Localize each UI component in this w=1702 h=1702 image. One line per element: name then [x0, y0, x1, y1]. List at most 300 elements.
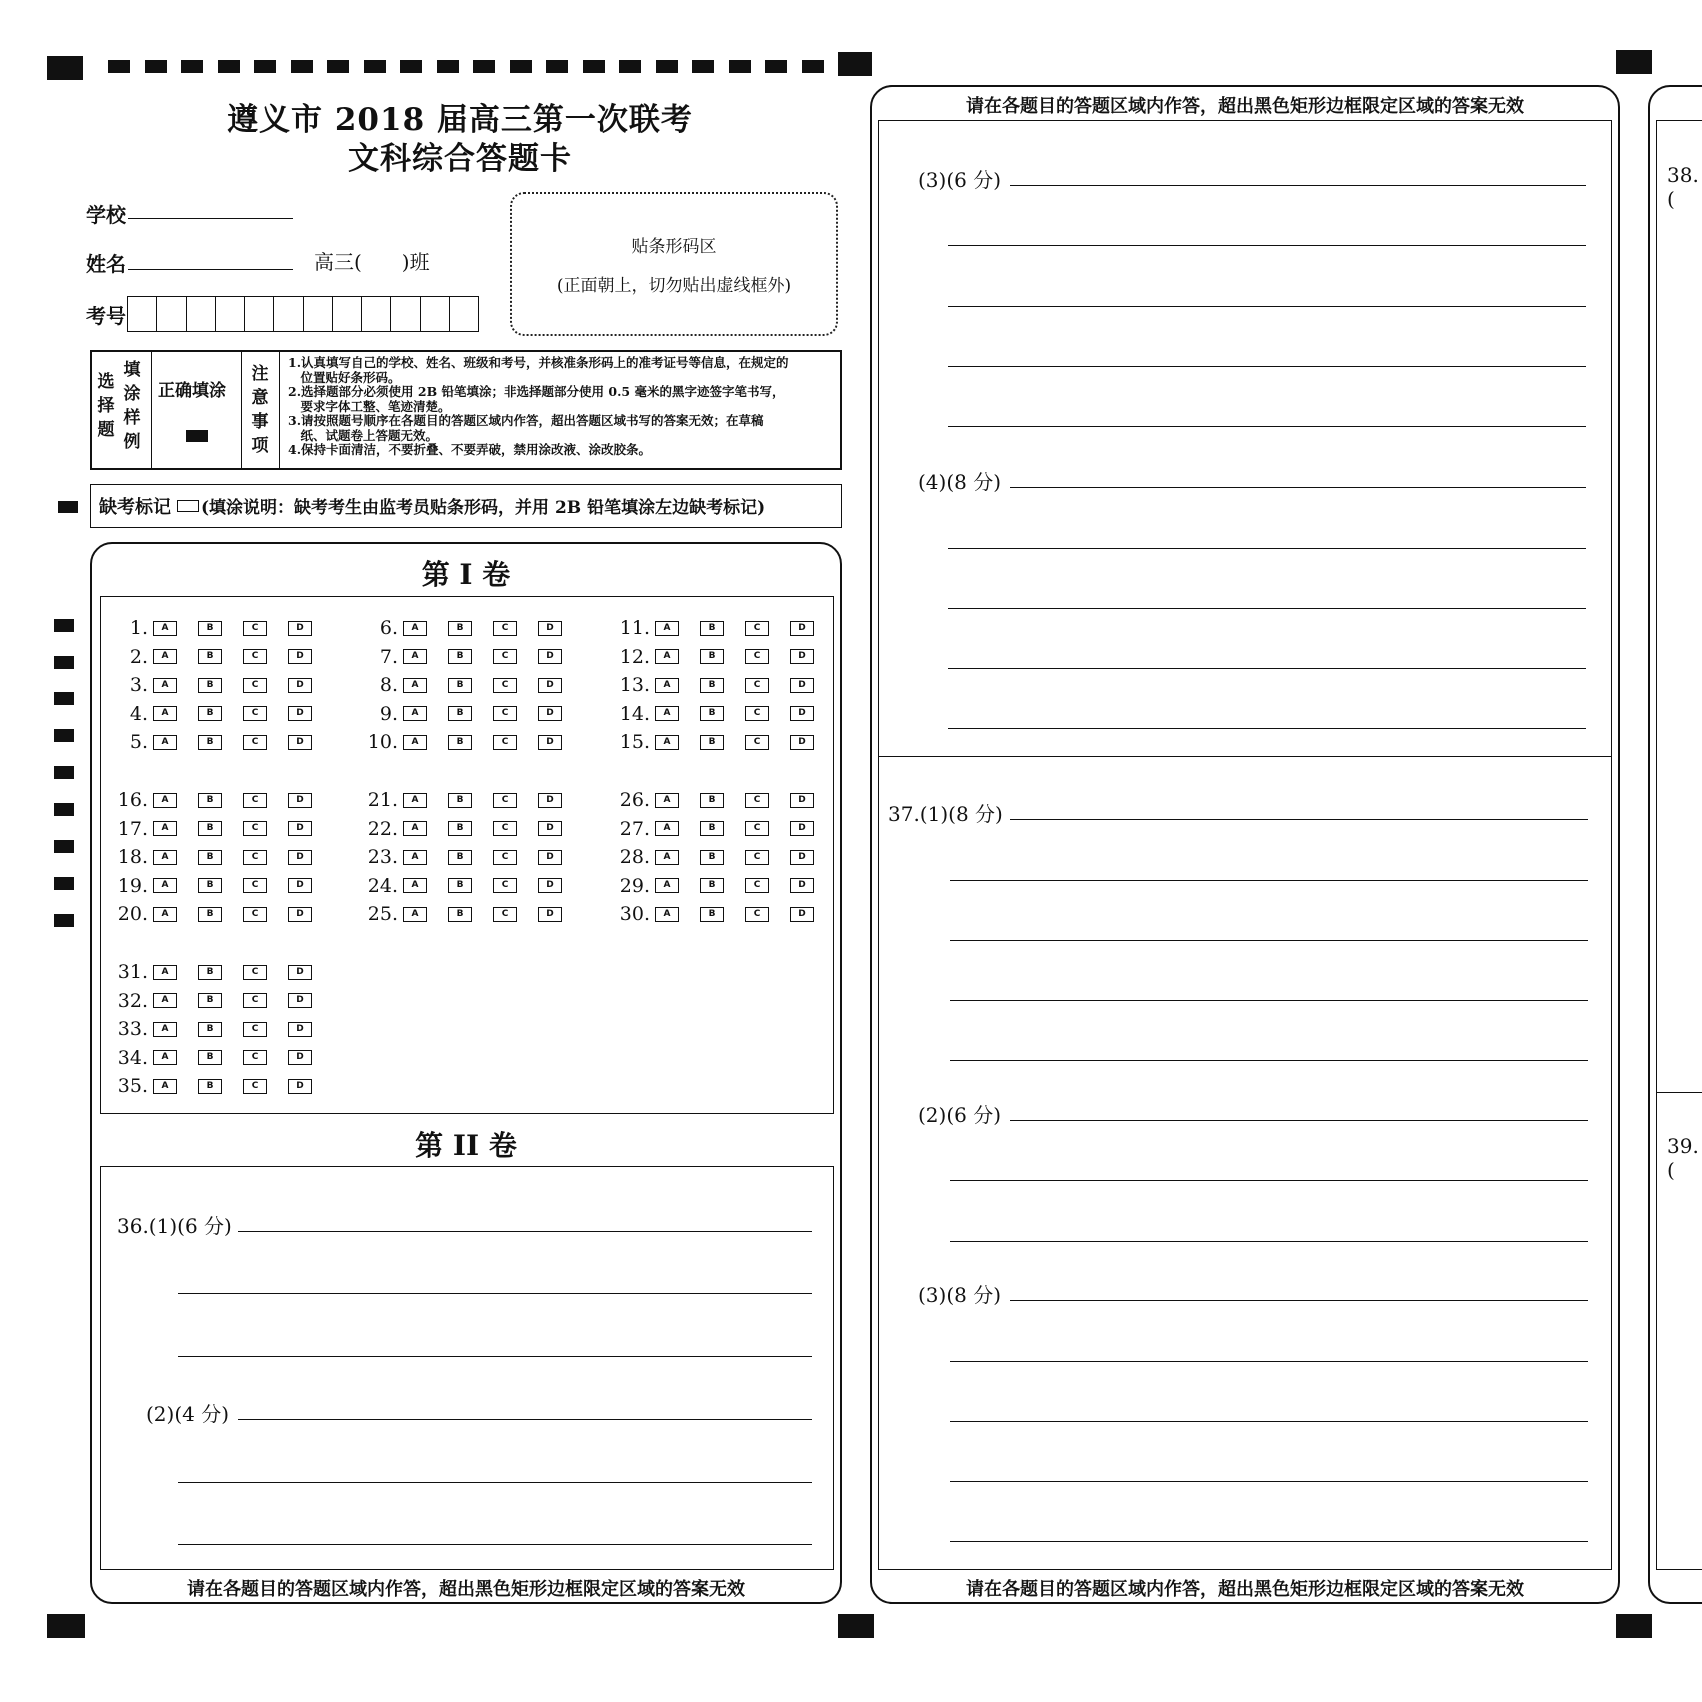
question-number: 8. [379, 674, 398, 696]
timing-side-mark [54, 766, 74, 779]
option-bubble-a[interactable]: A [403, 907, 427, 922]
option-bubble-a[interactable]: A [655, 678, 679, 693]
option-bubble-c[interactable]: C [243, 649, 267, 664]
choice-row [612, 847, 835, 867]
choice-row [360, 732, 583, 752]
option-bubble-c[interactable]: C [493, 878, 517, 893]
choice-row [110, 1048, 333, 1068]
option-bubble-d[interactable]: D [288, 850, 312, 865]
option-bubble-c[interactable]: C [493, 850, 517, 865]
option-bubble-b[interactable]: B [198, 850, 222, 865]
option-bubble-a[interactable]: A [153, 1050, 177, 1065]
choice-row [110, 704, 333, 724]
choice-row [360, 819, 583, 839]
option-bubble-d[interactable]: D [538, 878, 562, 893]
choice-row [110, 790, 333, 810]
question-number: 33. [117, 1018, 148, 1040]
choice-row [612, 675, 835, 695]
option-bubble-d[interactable]: D [538, 793, 562, 808]
answer-line[interactable] [238, 1419, 812, 1420]
option-bubble-b[interactable]: B [700, 878, 724, 893]
choice-row [110, 675, 333, 695]
option-bubble-c[interactable]: C [493, 793, 517, 808]
option-bubble-d[interactable]: D [288, 965, 312, 980]
option-bubble-c[interactable]: C [243, 735, 267, 750]
answer-line[interactable] [950, 1361, 1588, 1362]
option-bubble-c[interactable]: C [243, 793, 267, 808]
answer-line[interactable] [948, 306, 1586, 307]
option-bubble-a[interactable]: A [153, 1079, 177, 1094]
option-bubble-b[interactable]: B [700, 821, 724, 836]
choice-row [110, 732, 333, 752]
option-bubble-c[interactable]: C [243, 678, 267, 693]
timing-dash [437, 60, 459, 73]
question-number: 13. [619, 674, 650, 696]
option-bubble-b[interactable]: B [198, 793, 222, 808]
answer-line[interactable] [948, 366, 1586, 367]
answer-line[interactable] [948, 608, 1586, 609]
choice-row [110, 847, 333, 867]
question-number: 25. [367, 903, 398, 925]
timing-dash [291, 60, 313, 73]
choice-row [360, 876, 583, 896]
q37-2-label: (2)(6 分) [918, 1103, 1002, 1127]
option-bubble-a[interactable]: A [153, 793, 177, 808]
choice-row [612, 819, 835, 839]
option-bubble-c[interactable]: C [745, 649, 769, 664]
option-bubble-b[interactable]: B [448, 821, 472, 836]
option-bubble-d[interactable]: D [288, 821, 312, 836]
choice-row [110, 647, 333, 667]
choice-row [612, 790, 835, 810]
question-number: 7. [379, 645, 398, 668]
timing-dash [327, 60, 349, 73]
question-number: 27. [619, 817, 650, 840]
option-bubble-a[interactable]: A [153, 821, 177, 836]
answer-line[interactable] [178, 1482, 812, 1483]
option-bubble-b[interactable]: B [198, 1079, 222, 1094]
option-bubble-a[interactable]: A [655, 821, 679, 836]
note-line: 3.请按照题号顺序在各题目的答题区域内作答，超出答题区域书写的答案无效；在草稿 [288, 413, 764, 428]
barcode-note: (正面朝上，切勿贴出虚线框外) [556, 276, 792, 296]
timing-dash [729, 60, 751, 73]
option-bubble-d[interactable]: D [538, 649, 562, 664]
option-bubble-c[interactable]: C [243, 878, 267, 893]
option-bubble-a[interactable]: A [655, 878, 679, 893]
timing-dash [583, 60, 605, 73]
choice-row [110, 904, 333, 924]
option-bubble-b[interactable]: B [198, 649, 222, 664]
correct-fill-sample [186, 430, 208, 442]
option-bubble-c[interactable]: C [493, 621, 517, 636]
question-number: 31. [117, 961, 148, 983]
choice-row [110, 618, 333, 638]
option-bubble-a[interactable]: A [153, 621, 177, 636]
option-bubble-b[interactable]: B [448, 878, 472, 893]
answer-line[interactable] [950, 1241, 1588, 1242]
corner-mark-bottom-mid [838, 1614, 874, 1638]
timing-dash [145, 60, 167, 73]
notes-label: 注意事项 [251, 364, 269, 456]
corner-mark-bottom-right [1616, 1614, 1652, 1638]
choice-row [360, 675, 583, 695]
choice-row [612, 876, 835, 896]
option-bubble-c[interactable]: C [745, 793, 769, 808]
choice-row [360, 618, 583, 638]
timing-side-mark [54, 729, 74, 742]
timing-side-mark [54, 877, 74, 890]
timing-side-mark [54, 914, 74, 927]
question-number: 29. [619, 874, 650, 897]
answer-line[interactable] [1010, 1120, 1588, 1121]
absent-checkbox[interactable] [177, 500, 199, 512]
option-bubble-d[interactable]: D [790, 678, 814, 693]
choice-row [612, 904, 835, 924]
option-bubble-c[interactable]: C [243, 850, 267, 865]
timing-dash [218, 60, 240, 73]
choice-row [360, 904, 583, 924]
timing-dash [546, 60, 568, 73]
answer-line[interactable] [178, 1293, 812, 1294]
option-bubble-c[interactable]: C [243, 1079, 267, 1094]
option-bubble-d[interactable]: D [790, 878, 814, 893]
question-number: 28. [619, 846, 650, 868]
absent-side-mark [58, 501, 78, 513]
timing-side-mark [54, 619, 74, 632]
choice-row [110, 1076, 333, 1096]
option-bubble-a[interactable]: A [153, 1022, 177, 1037]
answer-line[interactable] [948, 728, 1586, 729]
option-bubble-a[interactable]: A [655, 706, 679, 721]
option-bubble-d[interactable]: D [790, 907, 814, 922]
option-bubble-a[interactable]: A [403, 678, 427, 693]
q36-1-label: 36.(1)(6 分) [117, 1214, 232, 1238]
fill-example-label-2: 填涂样例 [123, 360, 141, 452]
option-bubble-a[interactable]: A [403, 621, 427, 636]
option-bubble-a[interactable]: A [403, 850, 427, 865]
option-bubble-d[interactable]: D [790, 850, 814, 865]
choice-row [110, 876, 333, 896]
answer-line[interactable] [948, 426, 1586, 427]
question-number: 17. [117, 817, 148, 840]
answer-line[interactable] [178, 1356, 812, 1357]
question-number: 11. [619, 617, 650, 639]
question-number: 24. [367, 874, 398, 897]
warning-middle-top: 请在各题目的答题区域内作答，超出黑色矩形边框限定区域的答案无效 [966, 96, 1524, 117]
note-line: 2.选择题部分必须使用 2B 铅笔填涂；非选择题部分使用 0.5 毫米的黑字迹签字笔书写， [288, 384, 785, 399]
option-bubble-a[interactable]: A [655, 850, 679, 865]
timing-side-mark [54, 803, 74, 816]
option-bubble-b[interactable]: B [198, 821, 222, 836]
question-number: 30. [619, 903, 650, 925]
option-bubble-d[interactable]: D [288, 1079, 312, 1094]
option-bubble-a[interactable]: A [655, 621, 679, 636]
option-bubble-b[interactable]: B [700, 793, 724, 808]
choice-row [612, 732, 835, 752]
option-bubble-d[interactable]: D [790, 821, 814, 836]
option-bubble-a[interactable]: A [153, 993, 177, 1008]
timing-dash [802, 60, 824, 73]
notes-list [288, 356, 789, 458]
timing-dash [400, 60, 422, 73]
option-bubble-c[interactable]: C [745, 907, 769, 922]
note-line: 要求字体工整、笔迹清楚。 [288, 398, 451, 414]
answer-line[interactable] [950, 880, 1588, 881]
option-bubble-b[interactable]: B [700, 907, 724, 922]
choice-row [612, 618, 835, 638]
choice-row [110, 962, 333, 982]
option-bubble-d[interactable]: D [288, 878, 312, 893]
section2-title: 第 II 卷 [415, 1129, 517, 1162]
option-bubble-b[interactable]: B [198, 907, 222, 922]
option-bubble-b[interactable]: B [448, 735, 472, 750]
option-bubble-c[interactable]: C [243, 1022, 267, 1037]
option-bubble-a[interactable]: A [153, 706, 177, 721]
option-bubble-b[interactable]: B [448, 621, 472, 636]
question-number: 19. [117, 874, 148, 897]
q36-2-label: (2)(4 分) [146, 1402, 230, 1426]
option-bubble-c[interactable]: C [493, 649, 517, 664]
q36-q37-divider [878, 756, 1612, 757]
option-bubble-d[interactable]: D [538, 907, 562, 922]
exam-no-label: 考号 [86, 304, 126, 328]
barcode-area [510, 192, 838, 336]
option-bubble-a[interactable]: A [403, 706, 427, 721]
option-bubble-b[interactable]: B [448, 907, 472, 922]
timing-dash [181, 60, 203, 73]
q39-label: 39.( [1667, 1134, 1699, 1182]
timing-dash [692, 60, 714, 73]
answer-line[interactable] [950, 1000, 1588, 1001]
option-bubble-d[interactable]: D [288, 735, 312, 750]
exam-no-boxes[interactable] [127, 296, 479, 332]
absent-mark-row [90, 484, 842, 528]
option-bubble-b[interactable]: B [198, 621, 222, 636]
option-bubble-d[interactable]: D [288, 1022, 312, 1037]
option-bubble-a[interactable]: A [403, 735, 427, 750]
warning-middle-bottom: 请在各题目的答题区域内作答，超出黑色矩形边框限定区域的答案无效 [966, 1579, 1524, 1600]
option-bubble-d[interactable]: D [790, 706, 814, 721]
option-bubble-a[interactable]: A [655, 735, 679, 750]
option-bubble-b[interactable]: B [700, 649, 724, 664]
option-bubble-c[interactable]: C [745, 735, 769, 750]
choice-row [110, 819, 333, 839]
option-bubble-c[interactable]: C [243, 621, 267, 636]
option-bubble-a[interactable]: A [403, 821, 427, 836]
q38-q39-divider [1656, 1092, 1702, 1093]
answer-line[interactable] [238, 1231, 812, 1232]
timing-dash [765, 60, 787, 73]
option-bubble-a[interactable]: A [655, 907, 679, 922]
option-bubble-b[interactable]: B [198, 735, 222, 750]
option-bubble-b[interactable]: B [198, 1050, 222, 1065]
timing-side-mark [54, 840, 74, 853]
question-number: 34. [117, 1046, 148, 1069]
question-number: 6. [379, 617, 398, 639]
question-number: 5. [129, 731, 148, 753]
option-bubble-d[interactable]: D [538, 706, 562, 721]
answer-line[interactable] [1010, 487, 1586, 488]
option-bubble-b[interactable]: B [700, 678, 724, 693]
question-number: 2. [129, 645, 148, 668]
school-label: 学校 [86, 203, 126, 227]
option-bubble-a[interactable]: A [403, 878, 427, 893]
choice-row [110, 1019, 333, 1039]
answer-line[interactable] [948, 245, 1586, 246]
option-bubble-d[interactable]: D [538, 850, 562, 865]
note-line: 纸、试题卷上答题无效。 [288, 427, 439, 443]
option-bubble-d[interactable]: D [288, 649, 312, 664]
timing-dash [254, 60, 276, 73]
timing-dash [656, 60, 678, 73]
option-bubble-c[interactable]: C [243, 907, 267, 922]
option-bubble-c[interactable]: C [745, 706, 769, 721]
option-bubble-a[interactable]: A [153, 850, 177, 865]
school-field[interactable] [128, 218, 293, 219]
question-number: 9. [379, 702, 398, 725]
option-bubble-c[interactable]: C [745, 821, 769, 836]
option-bubble-b[interactable]: B [198, 678, 222, 693]
choice-row [612, 647, 835, 667]
option-bubble-d[interactable]: D [790, 735, 814, 750]
option-bubble-c[interactable]: C [493, 821, 517, 836]
option-bubble-d[interactable]: D [790, 621, 814, 636]
option-bubble-c[interactable]: C [493, 735, 517, 750]
option-bubble-c[interactable]: C [243, 821, 267, 836]
answer-line[interactable] [950, 1060, 1588, 1061]
answer-line[interactable] [178, 1544, 812, 1545]
answer-line[interactable] [1010, 819, 1588, 820]
option-bubble-c[interactable]: C [745, 678, 769, 693]
timing-side-mark [54, 656, 74, 669]
answer-line[interactable] [950, 940, 1588, 941]
answer-line[interactable] [950, 1421, 1588, 1422]
timing-dash [108, 60, 130, 73]
choice-row [360, 647, 583, 667]
option-bubble-c[interactable]: C [493, 907, 517, 922]
option-bubble-b[interactable]: B [448, 678, 472, 693]
right-answer-area [1656, 120, 1702, 1570]
question-number: 4. [129, 702, 148, 725]
option-bubble-d[interactable]: D [538, 678, 562, 693]
option-bubble-c[interactable]: C [493, 706, 517, 721]
answer-line[interactable] [948, 668, 1586, 669]
option-bubble-c[interactable]: C [745, 878, 769, 893]
option-bubble-a[interactable]: A [153, 649, 177, 664]
question-number: 21. [367, 789, 398, 811]
option-bubble-d[interactable]: D [538, 621, 562, 636]
answer-line[interactable] [1010, 185, 1586, 186]
q36-3-label: (3)(6 分) [918, 168, 1002, 192]
question-number: 16. [117, 789, 148, 811]
answer-line[interactable] [950, 1180, 1588, 1181]
option-bubble-d[interactable]: D [538, 735, 562, 750]
timing-dash [619, 60, 641, 73]
option-bubble-a[interactable]: A [655, 793, 679, 808]
option-bubble-b[interactable]: B [198, 1022, 222, 1037]
option-bubble-b[interactable]: B [198, 878, 222, 893]
option-bubble-d[interactable]: D [790, 649, 814, 664]
timing-dash [473, 60, 495, 73]
option-bubble-d[interactable]: D [288, 907, 312, 922]
option-bubble-b[interactable]: B [700, 706, 724, 721]
question-number: 15. [619, 731, 650, 753]
answer-line[interactable] [950, 1541, 1588, 1542]
option-bubble-d[interactable]: D [288, 706, 312, 721]
section1-title: 第 I 卷 [421, 558, 511, 591]
option-bubble-c[interactable]: C [493, 678, 517, 693]
card-title: 文科综合答题卡 [348, 141, 572, 177]
question-number: 32. [117, 989, 148, 1012]
option-bubble-c[interactable]: C [243, 965, 267, 980]
option-bubble-a[interactable]: A [153, 735, 177, 750]
option-bubble-a[interactable]: A [403, 793, 427, 808]
option-bubble-c[interactable]: C [243, 993, 267, 1008]
corner-mark-top-left [47, 56, 83, 80]
answer-line[interactable] [1010, 1300, 1588, 1301]
option-bubble-b[interactable]: B [198, 706, 222, 721]
option-bubble-a[interactable]: A [655, 649, 679, 664]
answer-line[interactable] [950, 1481, 1588, 1482]
option-bubble-a[interactable]: A [153, 907, 177, 922]
option-bubble-a[interactable]: A [403, 649, 427, 664]
option-bubble-b[interactable]: B [448, 706, 472, 721]
option-bubble-a[interactable]: A [153, 878, 177, 893]
option-bubble-d[interactable]: D [288, 678, 312, 693]
option-bubble-b[interactable]: B [448, 649, 472, 664]
option-bubble-b[interactable]: B [198, 993, 222, 1008]
option-bubble-c[interactable]: C [745, 621, 769, 636]
option-bubble-d[interactable]: D [790, 793, 814, 808]
option-bubble-c[interactable]: C [243, 706, 267, 721]
option-bubble-b[interactable]: B [448, 793, 472, 808]
name-label: 姓名 [86, 252, 126, 276]
answer-line[interactable] [948, 548, 1586, 549]
option-bubble-a[interactable]: A [153, 965, 177, 980]
option-bubble-a[interactable]: A [153, 678, 177, 693]
option-bubble-d[interactable]: D [288, 793, 312, 808]
correct-fill-label: 正确填涂 [158, 381, 226, 401]
absent-note: (填涂说明：缺考考生由监考员贴条形码，并用 2B 铅笔填涂左边缺考标记) [201, 498, 766, 518]
option-bubble-d[interactable]: D [288, 621, 312, 636]
question-number: 26. [619, 789, 650, 811]
class-label: 高三( )班 [314, 250, 430, 274]
option-bubble-b[interactable]: B [700, 735, 724, 750]
option-bubble-c[interactable]: C [243, 1050, 267, 1065]
option-bubble-b[interactable]: B [700, 850, 724, 865]
option-bubble-b[interactable]: B [198, 965, 222, 980]
choice-row [360, 704, 583, 724]
warning-left-bottom: 请在各题目的答题区域内作答，超出黑色矩形边框限定区域的答案无效 [187, 1579, 745, 1600]
option-bubble-d[interactable]: D [288, 1050, 312, 1065]
barcode-title: 贴条形码区 [631, 237, 717, 257]
option-bubble-b[interactable]: B [700, 621, 724, 636]
question-number: 14. [619, 702, 650, 725]
corner-mark-top-right [1616, 50, 1652, 74]
choice-row [612, 704, 835, 724]
middle-answer-area [878, 120, 1612, 1570]
question-number: 22. [367, 817, 398, 840]
option-bubble-b[interactable]: B [448, 850, 472, 865]
name-field[interactable] [128, 269, 293, 270]
absent-label: 缺考标记 [99, 497, 171, 518]
note-line: 位置贴好条形码。 [288, 369, 401, 385]
question-number: 10. [367, 731, 398, 753]
option-bubble-d[interactable]: D [288, 993, 312, 1008]
option-bubble-c[interactable]: C [745, 850, 769, 865]
timing-dash [510, 60, 532, 73]
option-bubble-d[interactable]: D [538, 821, 562, 836]
